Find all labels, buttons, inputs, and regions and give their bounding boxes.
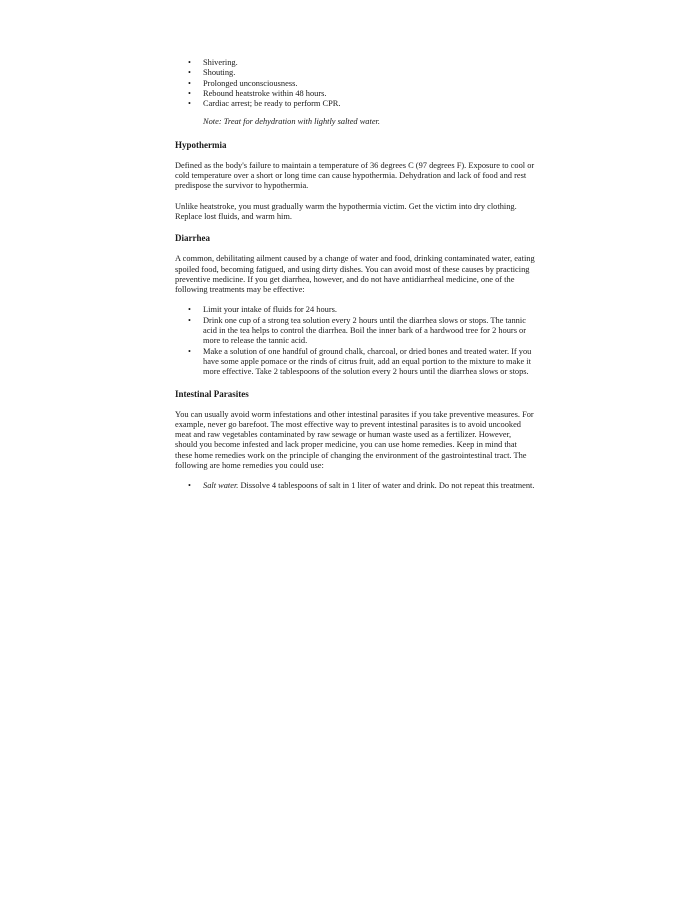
- bullet-icon: •: [188, 305, 191, 315]
- list-item: [175, 481, 535, 491]
- bullet-icon: •: [188, 315, 191, 325]
- symptom-list: [175, 58, 535, 109]
- list-item: [175, 347, 535, 378]
- bullet-icon: •: [188, 99, 191, 109]
- list-item: [175, 68, 535, 78]
- list-item-text: Shouting.: [203, 68, 236, 78]
- remedy-term: Salt water.: [203, 481, 239, 491]
- list-item: [175, 99, 535, 109]
- list-item: [175, 79, 535, 89]
- bullet-icon: •: [188, 346, 191, 356]
- bullet-icon: •: [188, 68, 191, 78]
- remedy-text: Dissolve 4 tablespoons of salt in 1 liter of water and drink. Do not repeat this treatment.: [238, 481, 535, 491]
- document-page: [175, 58, 535, 492]
- list-item-text: Cardiac arrest; be ready to perform CPR.: [203, 99, 341, 109]
- list-item: [175, 316, 535, 347]
- hypothermia-paragraph-1: Defined as the body's failure to maintain a temperature of 36 degrees C (97 degrees F). Exposure to cool or cold temperature over a short or long time can cause hypothermia. Dehydration and lack of food and rest predispose the survivor to hypothermia.: [175, 160, 535, 191]
- hypothermia-paragraph-2: Unlike heatstroke, you must gradually warm the hypothermia victim. Get the victim into dry clothing. Replace lost fluids, and warm him.: [175, 201, 517, 221]
- list-item: [175, 58, 535, 68]
- bullet-icon: •: [188, 88, 191, 98]
- list-item-text: Make a solution of one handful of ground chalk, charcoal, or dried bones and treated water. If you have some apple pomace or the rinds of citrus fruit, add an equal portion to the mixture to make it more effective. Take 2 tablespoons of the solution every 2 hours until the diarrhea slows or stops.: [203, 346, 532, 377]
- diarrhea-treatment-list: [175, 305, 535, 377]
- parasites-heading: Intestinal Parasites: [175, 388, 249, 399]
- list-item: [175, 305, 535, 315]
- list-item-text: Prolonged unconsciousness.: [203, 78, 298, 88]
- bullet-icon: •: [188, 481, 191, 491]
- list-item-text: Drink one cup of a strong tea solution every 2 hours until the diarrhea slows or stops. The tannic acid in the tea helps to control the diarrhea. Boil the inner bark of a hardwood tree for 2 hours or more to release the tannic acid.: [203, 315, 527, 346]
- list-item: [175, 89, 535, 99]
- hypothermia-heading: Hypothermia: [175, 139, 227, 150]
- list-item-text: Rebound heatstroke within 48 hours.: [203, 88, 327, 98]
- home-remedies-list: [175, 481, 535, 491]
- diarrhea-paragraph: A common, debilitating ailment caused by a change of water and food, drinking contaminated water, eating spoiled food, becoming fatigued, and using dirty dishes. You can avoid most of these causes by practicing preventive medicine. If you get diarrhea, however, and do not have antidiarrheal medicine, one of the following treatments may be effective:: [175, 254, 535, 295]
- parasites-paragraph: You can usually avoid worm infestations and other intestinal parasites if you take preventive measures. For example, never go barefoot. The most effective way to prevent intestinal parasites is to avoid uncooked meat and raw vegetables contaminated by raw sewage or human waste used as a fertilizer. However, should you become infested and lack proper medicine, you can use home remedies. Keep in mind that these home remedies work on the principle of changing the environment of the gastrointestinal tract. The following are home remedies you could use:: [175, 409, 534, 471]
- bullet-icon: •: [188, 78, 191, 88]
- diarrhea-heading: Diarrhea: [175, 233, 210, 244]
- list-item-text: Shivering.: [203, 58, 238, 67]
- list-item-text: Limit your intake of fluids for 24 hours.: [203, 305, 337, 315]
- bullet-icon: •: [188, 58, 191, 67]
- dehydration-note: Note: Treat for dehydration with lightly salted water.: [203, 117, 380, 127]
